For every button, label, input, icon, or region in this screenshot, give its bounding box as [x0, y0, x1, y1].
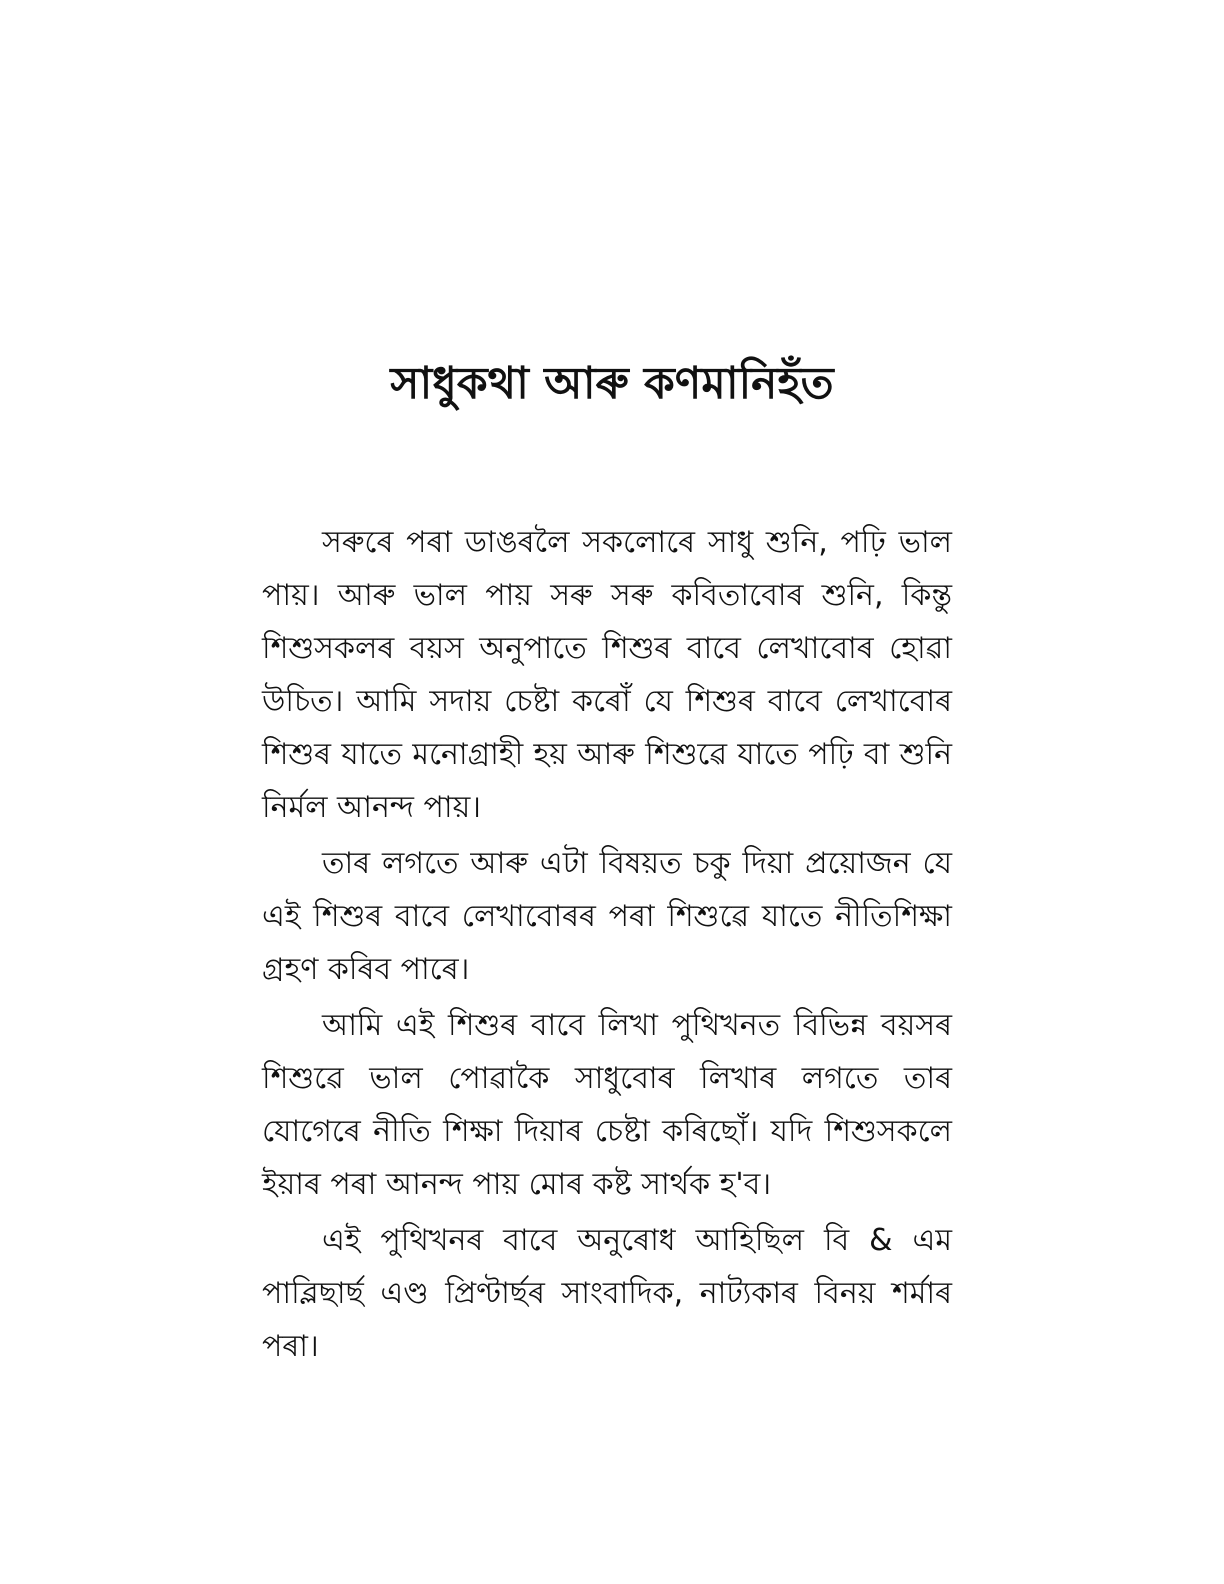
paragraph-2: তাৰ লগতে আৰু এটা বিষয়ত চকু দিয়া প্ৰয়োজন যে এই শিশুৰ বাবে লেখাবোৰৰ পৰা শিশুৱে যাতে নীতিশিক্ষা গ্ৰহণ কৰিব পাৰে।	[262, 846, 952, 987]
paragraph-4: এই পুথিখনৰ বাবে অনুৰোধ আহিছিল বি & এম পাব্লিছাৰ্ছ এণ্ড প্ৰিণ্টাৰ্ছৰ সাংবাদিক, নাট্যকাৰ বিনয় শৰ্মাৰ পৰা।	[262, 1223, 952, 1364]
paragraph-1: সৰুৰে পৰা ডাঙৰলৈ সকলোৰে সাধু শুনি, পঢ়ি ভাল পায়। আৰু ভাল পায় সৰু সৰু কবিতাবোৰ শুনি, কিন্তু শিশুসকলৰ বয়স অনুপাতে শিশুৰ বাবে লেখাবোৰ হোৱা উচিত। আমি সদায় চেষ্টা কৰোঁ যে শিশুৰ বাবে লেখাবোৰ শিশুৰ যাতে মনোগ্ৰাহী হয় আৰু শিশুৱে যাতে পঢ়ি বা শুনি নিৰ্মল আনন্দ পায়।	[262, 525, 952, 825]
body-text	[262, 516, 952, 1376]
page-title: সাধুকথা আৰু কণমানিহঁত	[390, 358, 834, 409]
paragraph-3: আমি এই শিশুৰ বাবে লিখা পুথিখনত বিভিন্ন বয়সৰ শিশুৱে ভাল পোৱাকৈ সাধুবোৰ লিখাৰ লগতে তাৰ যোগেৰে নীতি শিক্ষা দিয়াৰ চেষ্টা কৰিছোঁ। যদি শিশুসকলে ইয়াৰ পৰা আনন্দ পায় মোৰ কষ্ট সাৰ্থক হ'ব।	[262, 1008, 952, 1202]
